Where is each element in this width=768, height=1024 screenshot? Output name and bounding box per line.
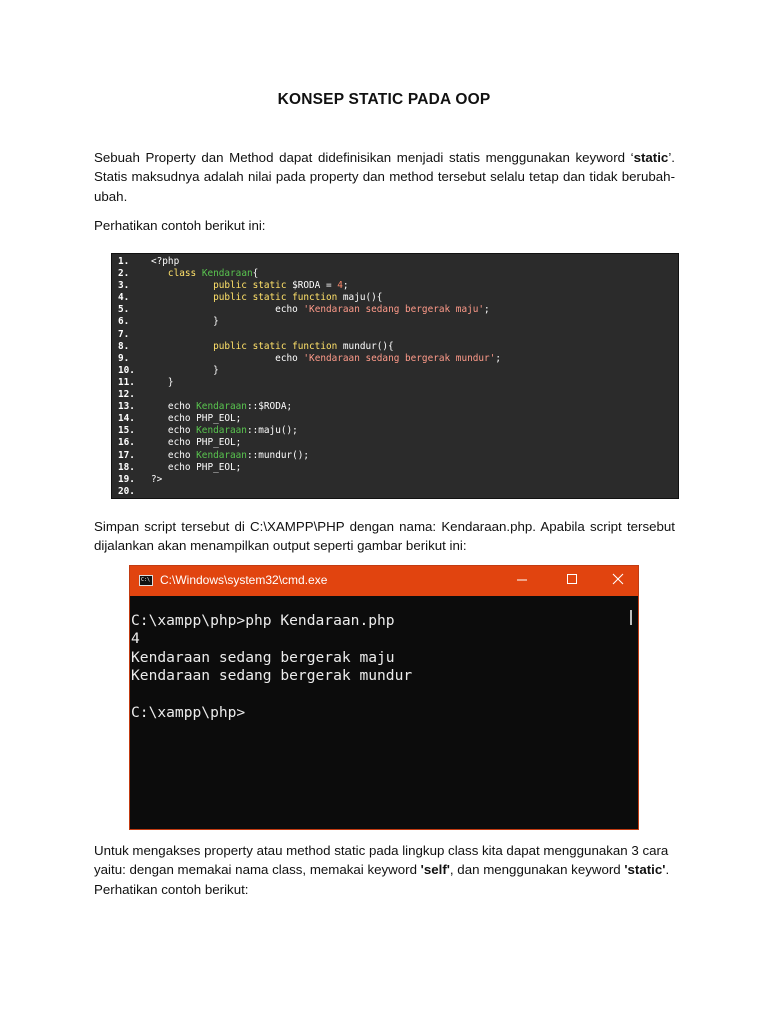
line-number: 20. [118, 485, 135, 497]
code-token: echo [151, 401, 197, 413]
code-line [118, 437, 678, 449]
line-number: 16. [118, 437, 135, 449]
line-number: 3. [118, 280, 130, 292]
code-token: } [151, 316, 219, 328]
code-token: mundur(){ [342, 340, 394, 352]
code-token: ; [342, 280, 349, 292]
code-token: Kendaraan [196, 401, 247, 413]
code-line [118, 401, 678, 413]
code-token: echo PHP_EOL; [151, 461, 242, 473]
console-line: Kendaraan sedang bergerak maju [131, 648, 395, 666]
code-line [118, 486, 678, 498]
line-number: 10. [118, 364, 135, 376]
cmd-window-title: C:\Windows\system32\cmd.exe [160, 573, 328, 587]
code-line [118, 329, 678, 341]
minimize-icon [507, 569, 537, 591]
code-line [118, 268, 678, 280]
intro-paragraph: Sebuah Property dan Method dapat didefinisikan menjadi statis menggunakan keyword ‘static’. Statis maksudnya adalah nilai pada property dan method tersebut selalu tetap dan tidak berubah-ubah. [94, 150, 675, 204]
line-number: 7. [118, 328, 130, 340]
line-number: 1. [118, 256, 130, 267]
code-token: 4 [337, 280, 343, 292]
console-output [130, 612, 620, 722]
code-token: <?php [151, 256, 180, 267]
code-token: echo [151, 449, 197, 461]
code-block [111, 253, 679, 499]
console-line [130, 686, 620, 704]
access-methods-paragraph: Untuk mengakses property atau method static pada lingkup class kita dapat menggunakan 3 cara yaitu: dengan memakai nama class, memakai keyword 'self', dan menggunakan keyword 'static'. Perhatikan contoh berikut: [94, 843, 670, 897]
code-line [118, 292, 678, 304]
line-number: 4. [118, 292, 130, 304]
code-line [118, 341, 678, 353]
line-number: 8. [118, 340, 130, 352]
code-token: $RODA = [292, 280, 338, 292]
code-token: public static [151, 280, 293, 292]
close-icon [603, 569, 633, 591]
maximize-icon [557, 569, 587, 591]
line-number: 17. [118, 449, 135, 461]
line-number: 5. [118, 304, 130, 316]
console-line: C:\xampp\php> [131, 703, 246, 721]
line-number: 19. [118, 473, 135, 485]
code-token: ::$RODA; [246, 401, 293, 413]
code-token: Kendaraan [196, 425, 247, 437]
example-intro-paragraph: Perhatikan contoh berikut ini: [94, 218, 266, 233]
code-token: 'Kendaraan sedang bergerak mundur' [303, 352, 496, 364]
code-token: ; [495, 352, 501, 364]
cmd-window-screenshot [129, 565, 639, 830]
line-number: 6. [118, 316, 130, 328]
keyword-static: static [633, 150, 669, 165]
code-line [118, 474, 678, 486]
code-line [118, 256, 678, 268]
code-line [118, 389, 678, 401]
code-token: Kendaraan [196, 449, 247, 461]
cmd-titlebar [130, 566, 638, 596]
scrollbar-thumb [630, 610, 632, 625]
line-number: 13. [118, 401, 135, 413]
line-number: 18. [118, 461, 135, 473]
code-token: maju(){ [342, 292, 383, 304]
code-token: echo PHP_EOL; [151, 437, 242, 449]
code-token: class [151, 268, 202, 280]
code-line [118, 365, 678, 377]
line-number: 14. [118, 413, 135, 425]
code-token: ::mundur(); [246, 449, 310, 461]
console-line: C:\xampp\php>php Kendaraan.php [131, 612, 395, 629]
code-token: echo [151, 352, 304, 364]
code-token: echo [151, 425, 197, 437]
console-line: 4 [131, 630, 140, 648]
console-line: Kendaraan sedang bergerak mundur [131, 667, 413, 685]
code-line [118, 413, 678, 425]
keyword-static-2: 'static' [624, 862, 666, 878]
line-number: 9. [118, 352, 130, 364]
code-line [118, 450, 678, 462]
keyword-self: 'self' [420, 862, 450, 878]
code-line [118, 280, 678, 292]
code-token: } [151, 364, 219, 376]
code-line [118, 353, 678, 365]
code-token: } [151, 376, 174, 388]
code-token: Kendaraan [201, 268, 253, 280]
code-token: echo [151, 304, 304, 316]
code-token: ::maju(); [246, 425, 298, 437]
code-token: { [252, 268, 259, 280]
code-line [118, 316, 678, 328]
code-token: 'Kendaraan sedang bergerak maju' [303, 304, 485, 316]
save-instructions-paragraph: Simpan script tersebut di C:\XAMPP\PHP dengan nama: Kendaraan.php. Apabila script tersebut dijalankan akan menampilkan output seperti gambar berikut ini: [94, 519, 675, 554]
code-token: public static function [151, 340, 343, 352]
code-token: ?> [151, 473, 163, 485]
code-token: echo PHP_EOL; [151, 413, 242, 425]
line-number: 2. [118, 268, 130, 280]
page-title: KONSEP STATIC PADA OOP [277, 91, 491, 108]
code-token: ; [484, 304, 490, 316]
code-token: public static function [151, 292, 343, 304]
code-line [118, 377, 678, 389]
code-line [118, 304, 678, 316]
code-line [118, 462, 678, 474]
terminal-icon: C:\ [139, 575, 153, 586]
code-line [118, 425, 678, 437]
line-number: 11. [118, 376, 135, 388]
line-number: 12. [118, 389, 135, 401]
scrollbar [622, 596, 638, 829]
line-number: 15. [118, 425, 135, 437]
